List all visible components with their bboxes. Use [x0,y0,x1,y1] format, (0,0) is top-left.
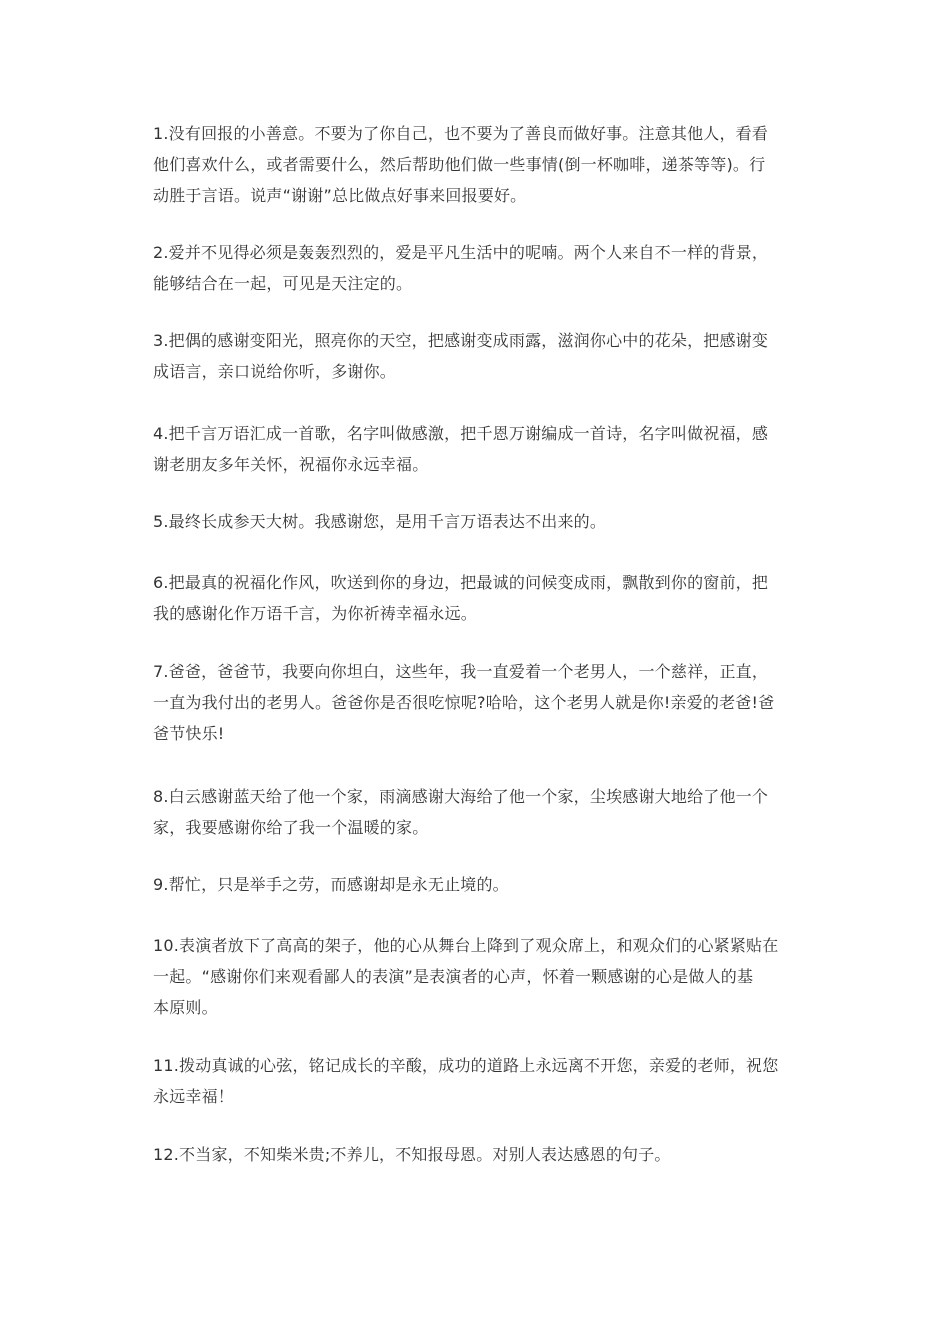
paragraph-10 [153,930,798,1023]
paragraph-line: 成语言，亲口说给你听，多谢你。 [153,362,397,381]
paragraph-line: 6.把最真的祝福化作风，吹送到你的身边，把最诚的问候变成雨，飘散到你的窗前，把 [153,573,769,592]
paragraph-line: 8.白云感谢蓝天给了他一个家，雨滴感谢大海给了他一个家，尘埃感谢大地给了他一个 [153,787,769,806]
paragraph-7 [153,656,798,749]
paragraph-line: 能够结合在一起，可见是天注定的。 [153,274,413,293]
paragraph-1 [153,118,798,211]
paragraph-11 [153,1050,798,1112]
paragraph-line: 4.把千言万语汇成一首歌，名字叫做感激，把千恩万谢编成一首诗，名字叫做祝福，感 [153,424,769,443]
paragraph-5 [153,506,798,537]
paragraph-line: 11.拨动真诚的心弦，铭记成长的辛酸，成功的道路上永远离不开您，亲爱的老师，祝您 [153,1056,779,1075]
paragraph-line: 9.帮忙，只是举手之劳，而感谢却是永无止境的。 [153,875,509,894]
paragraph-line: 爸节快乐! [153,724,225,743]
paragraph-8 [153,781,798,843]
paragraph-9 [153,869,798,900]
paragraph-3 [153,325,798,387]
paragraph-line: 一起。“感谢你们来观看鄙人的表演”是表演者的心声，怀着一颗感谢的心是做人的基 [153,967,754,986]
paragraph-line: 3.把偶的感谢变阳光，照亮你的天空，把感谢变成雨露，滋润你心中的花朵，把感谢变 [153,331,769,350]
paragraph-6 [153,567,798,629]
paragraph-line: 他们喜欢什么，或者需要什么，然后帮助他们做一些事情(倒一杯咖啡，递茶等等)。行 [153,155,766,174]
paragraph-line: 我的感谢化作万语千言，为你祈祷幸福永远。 [153,604,478,623]
paragraph-line: 1.没有回报的小善意。不要为了你自己，也不要为了善良而做好事。注意其他人，看看 [153,124,769,143]
paragraph-4 [153,418,798,480]
paragraph-line: 本原则。 [153,998,218,1017]
paragraph-line: 5.最终长成参天大树。我感谢您，是用千言万语表达不出来的。 [153,512,607,531]
paragraph-12 [153,1139,798,1170]
paragraph-line: 2.爱并不见得必须是轰轰烈烈的，爱是平凡生活中的呢喃。两个人来自不一样的背景， [153,243,769,262]
paragraph-line: 谢老朋友多年关怀，祝福你永远幸福。 [153,455,429,474]
paragraph-line: 永远幸福！ [153,1087,235,1106]
paragraph-line: 家，我要感谢你给了我一个温暖的家。 [153,818,429,837]
paragraph-line: 一直为我付出的老男人。爸爸你是否很吃惊呢?哈哈，这个老男人就是你!亲爱的老爸!爸 [153,693,775,712]
paragraph-line: 10.表演者放下了高高的架子，他的心从舞台上降到了观众席上，和观众们的心紧紧贴在 [153,936,779,955]
paragraph-2 [153,237,798,299]
paragraph-line: 7.爸爸，爸爸节，我要向你坦白，这些年，我一直爱着一个老男人，一个慈祥，正直， [153,662,769,681]
paragraph-line: 动胜于言语。说声“谢谢”总比做点好事来回报要好。 [153,186,527,205]
paragraph-line: 12.不当家，不知柴米贵;不养儿，不知报母恩。对别人表达感恩的句子。 [153,1145,671,1164]
